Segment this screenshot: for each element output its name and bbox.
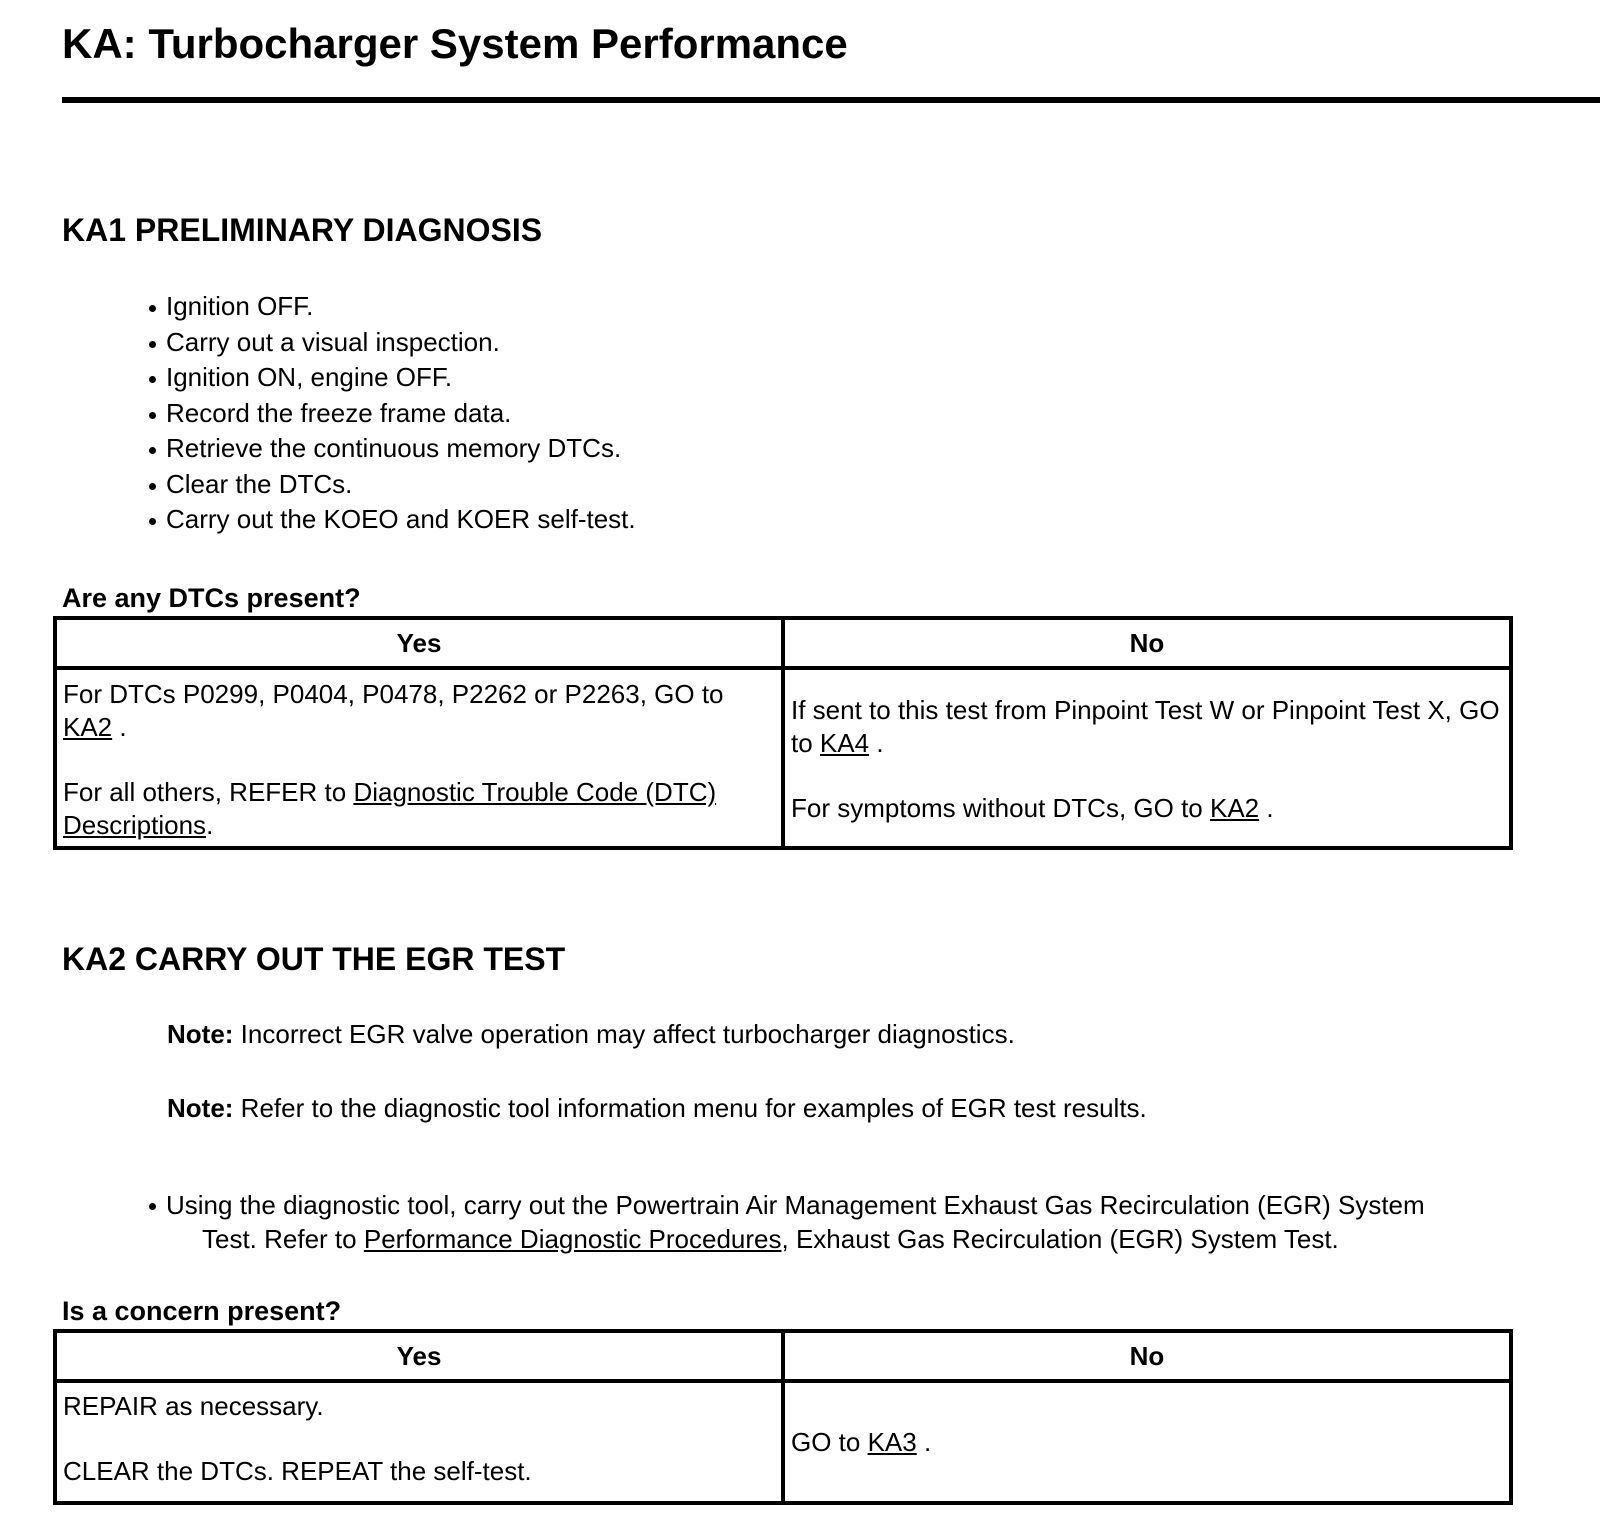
ka1-step: Carry out a visual inspection.	[148, 325, 636, 361]
ka2-yes-instruction: CLEAR the DTCs. REPEAT the self-test.	[63, 1456, 532, 1486]
ka2-yes-cell	[55, 1381, 783, 1503]
ka1-step: Record the freeze frame data.	[148, 396, 636, 432]
ka2-link[interactable]: KA2	[63, 712, 113, 742]
table-row	[55, 1381, 1511, 1503]
ka1-step: Clear the DTCs.	[148, 467, 636, 503]
ka1-no-instruction: For symptoms without DTCs, GO to KA2 .	[791, 793, 1274, 823]
ka1-step: Ignition ON, engine OFF.	[148, 360, 636, 396]
ka2-step: Using the diagnostic tool, carry out the Powertrain Air Management Exhaust Gas Recirculation (EGR) System Test. Refer to Performance Diagnostic Procedures, Exhaust Gas Recirculation (EGR) System Test.	[148, 1188, 1600, 1256]
no-column-header: No	[783, 618, 1511, 668]
page-title: KA: Turbocharger System Performance	[62, 20, 848, 67]
yes-column-header: Yes	[55, 1331, 783, 1381]
ka2-note: Note: Refer to the diagnostic tool information menu for examples of EGR test results.	[167, 1093, 1147, 1123]
ka2-question: Is a concern present?	[62, 1296, 342, 1326]
ka1-yes-cell	[55, 668, 783, 848]
dtc-descriptions-link[interactable]: Diagnostic Trouble Code (DTC) Descriptions	[63, 777, 717, 840]
ka2-result-table	[53, 1329, 1513, 1505]
ka3-link[interactable]: KA3	[867, 1426, 917, 1457]
ka1-step: Retrieve the continuous memory DTCs.	[148, 431, 636, 467]
ka2-heading: KA2 CARRY OUT THE EGR TEST	[62, 941, 566, 977]
ka2-link[interactable]: KA2	[1209, 793, 1260, 823]
ka1-yes-instruction: For all others, REFER to Diagnostic Trouble Code (DTC) Descriptions.	[63, 777, 717, 840]
table-header-row	[55, 618, 1511, 668]
ka2-no-instruction: GO to KA3 .	[791, 1426, 932, 1457]
ka1-result-table	[53, 616, 1513, 850]
ka4-link[interactable]: KA4	[819, 728, 870, 758]
no-column-header: No	[783, 1331, 1511, 1381]
title-divider	[62, 97, 1600, 103]
ka2-yes-instruction: REPAIR as necessary.	[63, 1391, 324, 1421]
ka1-question: Are any DTCs present?	[62, 583, 361, 613]
ka1-no-cell	[783, 668, 1511, 848]
performance-diagnostic-procedures-link[interactable]: Performance Diagnostic Procedures	[363, 1224, 782, 1254]
table-row	[55, 668, 1511, 848]
ka2-no-cell	[783, 1381, 1511, 1503]
ka1-yes-instruction: For DTCs P0299, P0404, P0478, P2262 or P2263, GO to KA2 .	[63, 679, 724, 742]
ka1-heading: KA1 PRELIMINARY DIAGNOSIS	[62, 212, 543, 248]
yes-column-header: Yes	[55, 618, 783, 668]
ka1-no-instruction: If sent to this test from Pinpoint Test W or Pinpoint Test X, GO to KA4 .	[791, 695, 1500, 758]
bullet-icon	[149, 1203, 156, 1210]
table-header-row	[55, 1331, 1511, 1381]
ka2-note: Note: Incorrect EGR valve operation may affect turbocharger diagnostics.	[167, 1019, 1015, 1049]
ka1-step: Carry out the KOEO and KOER self-test.	[148, 502, 636, 538]
ka1-step: Ignition OFF.	[148, 289, 636, 325]
ka1-step-list	[148, 289, 636, 538]
